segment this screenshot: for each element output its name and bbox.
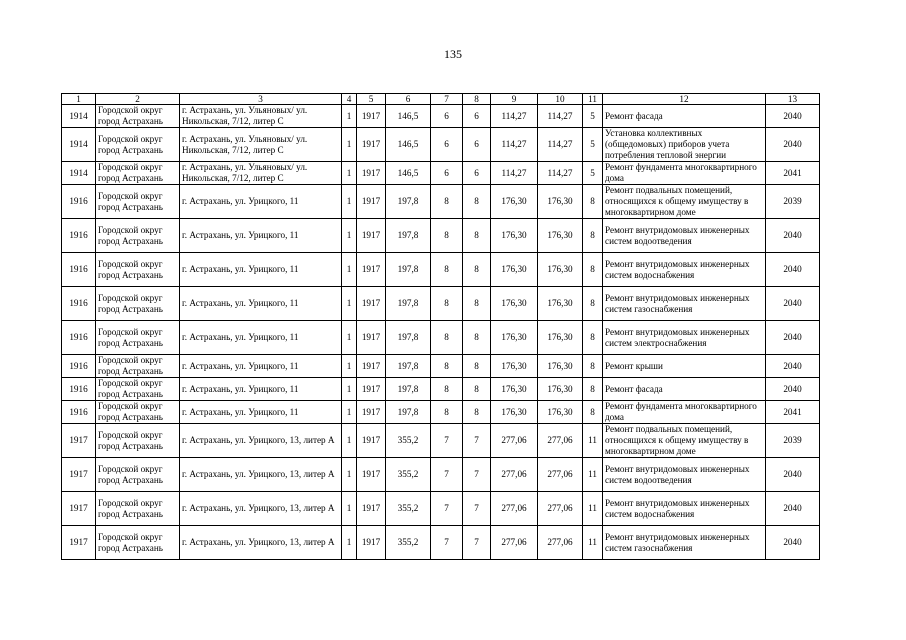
- area-cell: 197,8: [386, 355, 431, 378]
- col11-cell: 8: [583, 355, 603, 378]
- column-header: 5: [357, 94, 386, 105]
- address-cell: г. Астрахань, ул. Урицкого, 11: [180, 219, 342, 253]
- period-cell: 2040: [766, 321, 820, 355]
- row-id-cell: 1917: [62, 458, 96, 492]
- work-type-cell: Ремонт фасада: [603, 378, 766, 401]
- address-cell: г. Астрахань, ул. Ульяновых/ ул. Никольская, 7/12, литер С: [180, 128, 342, 162]
- area-cell: 146,5: [386, 128, 431, 162]
- col7-cell: 7: [431, 424, 463, 458]
- capital-repair-table: [61, 93, 820, 560]
- period-cell: 2040: [766, 378, 820, 401]
- col10-cell: 176,30: [538, 378, 583, 401]
- col9-cell: 277,06: [491, 458, 538, 492]
- col8-cell: 8: [463, 401, 491, 424]
- table-row: [62, 219, 820, 253]
- year-cell: 1917: [357, 378, 386, 401]
- area-cell: 355,2: [386, 526, 431, 560]
- table-row: [62, 287, 820, 321]
- period-cell: 2040: [766, 253, 820, 287]
- col8-cell: 7: [463, 492, 491, 526]
- col7-cell: 8: [431, 185, 463, 219]
- year-cell: 1917: [357, 105, 386, 128]
- period-cell: 2041: [766, 162, 820, 185]
- municipality-cell: Городской округ город Астрахань: [96, 219, 180, 253]
- area-cell: 197,8: [386, 185, 431, 219]
- col10-cell: 114,27: [538, 128, 583, 162]
- col8-cell: 6: [463, 105, 491, 128]
- col7-cell: 6: [431, 128, 463, 162]
- table-row: [62, 424, 820, 458]
- col7-cell: 6: [431, 162, 463, 185]
- row-id-cell: 1916: [62, 321, 96, 355]
- municipality-cell: Городской округ город Астрахань: [96, 355, 180, 378]
- municipality-cell: Городской округ город Астрахань: [96, 492, 180, 526]
- municipality-cell: Городской округ город Астрахань: [96, 162, 180, 185]
- col9-cell: 277,06: [491, 492, 538, 526]
- year-cell: 1917: [357, 492, 386, 526]
- address-cell: г. Астрахань, ул. Урицкого, 11: [180, 321, 342, 355]
- col11-cell: 5: [583, 105, 603, 128]
- col4-cell: 1: [342, 105, 357, 128]
- col4-cell: 1: [342, 162, 357, 185]
- col8-cell: 6: [463, 128, 491, 162]
- municipality-cell: Городской округ город Астрахань: [96, 185, 180, 219]
- period-cell: 2041: [766, 401, 820, 424]
- period-cell: 2040: [766, 287, 820, 321]
- area-cell: 146,5: [386, 162, 431, 185]
- column-header: 2: [96, 94, 180, 105]
- municipality-cell: Городской округ город Астрахань: [96, 321, 180, 355]
- municipality-cell: Городской округ город Астрахань: [96, 105, 180, 128]
- address-cell: г. Астрахань, ул. Урицкого, 13, литер А: [180, 458, 342, 492]
- column-header: 4: [342, 94, 357, 105]
- row-id-cell: 1916: [62, 253, 96, 287]
- col8-cell: 7: [463, 424, 491, 458]
- period-cell: 2040: [766, 219, 820, 253]
- col10-cell: 176,30: [538, 253, 583, 287]
- column-header: 7: [431, 94, 463, 105]
- table-row: [62, 355, 820, 378]
- col7-cell: 8: [431, 219, 463, 253]
- table-row: [62, 458, 820, 492]
- col10-cell: 176,30: [538, 219, 583, 253]
- col4-cell: 1: [342, 424, 357, 458]
- row-id-cell: 1917: [62, 424, 96, 458]
- col9-cell: 176,30: [491, 321, 538, 355]
- municipality-cell: Городской округ город Астрахань: [96, 424, 180, 458]
- year-cell: 1917: [357, 401, 386, 424]
- col9-cell: 114,27: [491, 128, 538, 162]
- col4-cell: 1: [342, 526, 357, 560]
- table-row: [62, 401, 820, 424]
- col11-cell: 8: [583, 185, 603, 219]
- address-cell: г. Астрахань, ул. Ульяновых/ ул. Никольская, 7/12, литер С: [180, 162, 342, 185]
- col11-cell: 8: [583, 287, 603, 321]
- col9-cell: 176,30: [491, 185, 538, 219]
- work-type-cell: Ремонт внутридомовых инженерных систем газоснабжения: [603, 287, 766, 321]
- col7-cell: 8: [431, 355, 463, 378]
- address-cell: г. Астрахань, ул. Ульяновых/ ул. Никольская, 7/12, литер С: [180, 105, 342, 128]
- col9-cell: 176,30: [491, 355, 538, 378]
- year-cell: 1917: [357, 424, 386, 458]
- year-cell: 1917: [357, 185, 386, 219]
- period-cell: 2039: [766, 424, 820, 458]
- col10-cell: 114,27: [538, 162, 583, 185]
- col10-cell: 176,30: [538, 321, 583, 355]
- work-type-cell: Ремонт внутридомовых инженерных систем водоотведения: [603, 458, 766, 492]
- period-cell: 2040: [766, 355, 820, 378]
- col9-cell: 176,30: [491, 219, 538, 253]
- col8-cell: 8: [463, 321, 491, 355]
- col10-cell: 176,30: [538, 287, 583, 321]
- row-id-cell: 1916: [62, 185, 96, 219]
- row-id-cell: 1916: [62, 219, 96, 253]
- row-id-cell: 1916: [62, 378, 96, 401]
- work-type-cell: Ремонт фундамента многоквартирного дома: [603, 162, 766, 185]
- period-cell: 2039: [766, 185, 820, 219]
- table-row: [62, 378, 820, 401]
- col11-cell: 11: [583, 424, 603, 458]
- year-cell: 1917: [357, 128, 386, 162]
- table-row: [62, 185, 820, 219]
- col7-cell: 7: [431, 458, 463, 492]
- col4-cell: 1: [342, 128, 357, 162]
- year-cell: 1917: [357, 526, 386, 560]
- area-cell: 355,2: [386, 458, 431, 492]
- col4-cell: 1: [342, 492, 357, 526]
- header-row: [62, 94, 820, 105]
- col4-cell: 1: [342, 458, 357, 492]
- row-id-cell: 1916: [62, 355, 96, 378]
- year-cell: 1917: [357, 321, 386, 355]
- col11-cell: 8: [583, 253, 603, 287]
- address-cell: г. Астрахань, ул. Урицкого, 11: [180, 378, 342, 401]
- col9-cell: 176,30: [491, 287, 538, 321]
- area-cell: 197,8: [386, 287, 431, 321]
- work-type-cell: Ремонт фундамента многоквартирного дома: [603, 401, 766, 424]
- area-cell: 197,8: [386, 253, 431, 287]
- col10-cell: 277,06: [538, 492, 583, 526]
- address-cell: г. Астрахань, ул. Урицкого, 11: [180, 185, 342, 219]
- municipality-cell: Городской округ город Астрахань: [96, 128, 180, 162]
- col11-cell: 8: [583, 378, 603, 401]
- area-cell: 197,8: [386, 378, 431, 401]
- address-cell: г. Астрахань, ул. Урицкого, 11: [180, 355, 342, 378]
- table-row: [62, 526, 820, 560]
- row-id-cell: 1916: [62, 401, 96, 424]
- col8-cell: 8: [463, 287, 491, 321]
- col10-cell: 277,06: [538, 424, 583, 458]
- area-cell: 197,8: [386, 401, 431, 424]
- col9-cell: 176,30: [491, 401, 538, 424]
- col9-cell: 176,30: [491, 253, 538, 287]
- col7-cell: 6: [431, 105, 463, 128]
- area-cell: 355,2: [386, 492, 431, 526]
- area-cell: 197,8: [386, 219, 431, 253]
- col8-cell: 7: [463, 526, 491, 560]
- col10-cell: 277,06: [538, 458, 583, 492]
- col11-cell: 5: [583, 162, 603, 185]
- column-header: 9: [491, 94, 538, 105]
- col10-cell: 114,27: [538, 105, 583, 128]
- work-type-cell: Ремонт внутридомовых инженерных систем водоснабжения: [603, 253, 766, 287]
- col10-cell: 176,30: [538, 185, 583, 219]
- col11-cell: 11: [583, 526, 603, 560]
- municipality-cell: Городской округ город Астрахань: [96, 458, 180, 492]
- row-id-cell: 1916: [62, 287, 96, 321]
- year-cell: 1917: [357, 287, 386, 321]
- col7-cell: 7: [431, 526, 463, 560]
- area-cell: 146,5: [386, 105, 431, 128]
- col4-cell: 1: [342, 321, 357, 355]
- col8-cell: 8: [463, 378, 491, 401]
- municipality-cell: Городской округ город Астрахань: [96, 526, 180, 560]
- work-type-cell: Ремонт внутридомовых инженерных систем электроснабжения: [603, 321, 766, 355]
- municipality-cell: Городской округ город Астрахань: [96, 401, 180, 424]
- col9-cell: 114,27: [491, 162, 538, 185]
- column-header: 10: [538, 94, 583, 105]
- work-type-cell: Ремонт крыши: [603, 355, 766, 378]
- col9-cell: 176,30: [491, 378, 538, 401]
- period-cell: 2040: [766, 526, 820, 560]
- col11-cell: 11: [583, 492, 603, 526]
- table-row: [62, 105, 820, 128]
- col7-cell: 8: [431, 321, 463, 355]
- column-header: 11: [583, 94, 603, 105]
- table-row: [62, 492, 820, 526]
- year-cell: 1917: [357, 355, 386, 378]
- table-row: [62, 162, 820, 185]
- col10-cell: 277,06: [538, 526, 583, 560]
- municipality-cell: Городской округ город Астрахань: [96, 378, 180, 401]
- area-cell: 355,2: [386, 424, 431, 458]
- col11-cell: 8: [583, 401, 603, 424]
- work-type-cell: Ремонт внутридомовых инженерных систем водоотведения: [603, 219, 766, 253]
- col4-cell: 1: [342, 185, 357, 219]
- work-type-cell: Ремонт внутридомовых инженерных систем газоснабжения: [603, 526, 766, 560]
- work-type-cell: Ремонт подвальных помещений, относящихся к общему имуществу в многоквартирном доме: [603, 185, 766, 219]
- address-cell: г. Астрахань, ул. Урицкого, 11: [180, 253, 342, 287]
- col7-cell: 8: [431, 401, 463, 424]
- period-cell: 2040: [766, 128, 820, 162]
- row-id-cell: 1914: [62, 105, 96, 128]
- col4-cell: 1: [342, 253, 357, 287]
- row-id-cell: 1914: [62, 162, 96, 185]
- period-cell: 2040: [766, 105, 820, 128]
- col8-cell: 8: [463, 185, 491, 219]
- col8-cell: 8: [463, 253, 491, 287]
- column-header: 3: [180, 94, 342, 105]
- col4-cell: 1: [342, 378, 357, 401]
- col7-cell: 7: [431, 492, 463, 526]
- table-row: [62, 253, 820, 287]
- col8-cell: 8: [463, 355, 491, 378]
- col7-cell: 8: [431, 287, 463, 321]
- row-id-cell: 1914: [62, 128, 96, 162]
- address-cell: г. Астрахань, ул. Урицкого, 13, литер А: [180, 492, 342, 526]
- col11-cell: 8: [583, 321, 603, 355]
- col9-cell: 277,06: [491, 424, 538, 458]
- work-type-cell: Ремонт подвальных помещений, относящихся к общему имуществу в многоквартирном доме: [603, 424, 766, 458]
- row-id-cell: 1917: [62, 492, 96, 526]
- address-cell: г. Астрахань, ул. Урицкого, 13, литер А: [180, 424, 342, 458]
- column-header: 6: [386, 94, 431, 105]
- col11-cell: 11: [583, 458, 603, 492]
- col7-cell: 8: [431, 378, 463, 401]
- column-header: 13: [766, 94, 820, 105]
- col8-cell: 6: [463, 162, 491, 185]
- col11-cell: 8: [583, 219, 603, 253]
- column-header: 8: [463, 94, 491, 105]
- address-cell: г. Астрахань, ул. Урицкого, 11: [180, 401, 342, 424]
- table-row: [62, 321, 820, 355]
- year-cell: 1917: [357, 253, 386, 287]
- work-type-cell: Ремонт внутридомовых инженерных систем водоснабжения: [603, 492, 766, 526]
- period-cell: 2040: [766, 492, 820, 526]
- address-cell: г. Астрахань, ул. Урицкого, 11: [180, 287, 342, 321]
- municipality-cell: Городской округ город Астрахань: [96, 253, 180, 287]
- table-row: [62, 128, 820, 162]
- column-header: 12: [603, 94, 766, 105]
- col8-cell: 7: [463, 458, 491, 492]
- col4-cell: 1: [342, 219, 357, 253]
- period-cell: 2040: [766, 458, 820, 492]
- work-type-cell: Ремонт фасада: [603, 105, 766, 128]
- address-cell: г. Астрахань, ул. Урицкого, 13, литер А: [180, 526, 342, 560]
- page-number: 135: [444, 47, 462, 61]
- col10-cell: 176,30: [538, 401, 583, 424]
- col10-cell: 176,30: [538, 355, 583, 378]
- col11-cell: 5: [583, 128, 603, 162]
- col8-cell: 8: [463, 219, 491, 253]
- col7-cell: 8: [431, 253, 463, 287]
- year-cell: 1917: [357, 458, 386, 492]
- col9-cell: 114,27: [491, 105, 538, 128]
- area-cell: 197,8: [386, 321, 431, 355]
- col4-cell: 1: [342, 355, 357, 378]
- year-cell: 1917: [357, 219, 386, 253]
- col9-cell: 277,06: [491, 526, 538, 560]
- year-cell: 1917: [357, 162, 386, 185]
- column-header: 1: [62, 94, 96, 105]
- work-type-cell: Установка коллективных (общедомовых) приборов учета потребления тепловой энергии: [603, 128, 766, 162]
- row-id-cell: 1917: [62, 526, 96, 560]
- municipality-cell: Городской округ город Астрахань: [96, 287, 180, 321]
- col4-cell: 1: [342, 287, 357, 321]
- col4-cell: 1: [342, 401, 357, 424]
